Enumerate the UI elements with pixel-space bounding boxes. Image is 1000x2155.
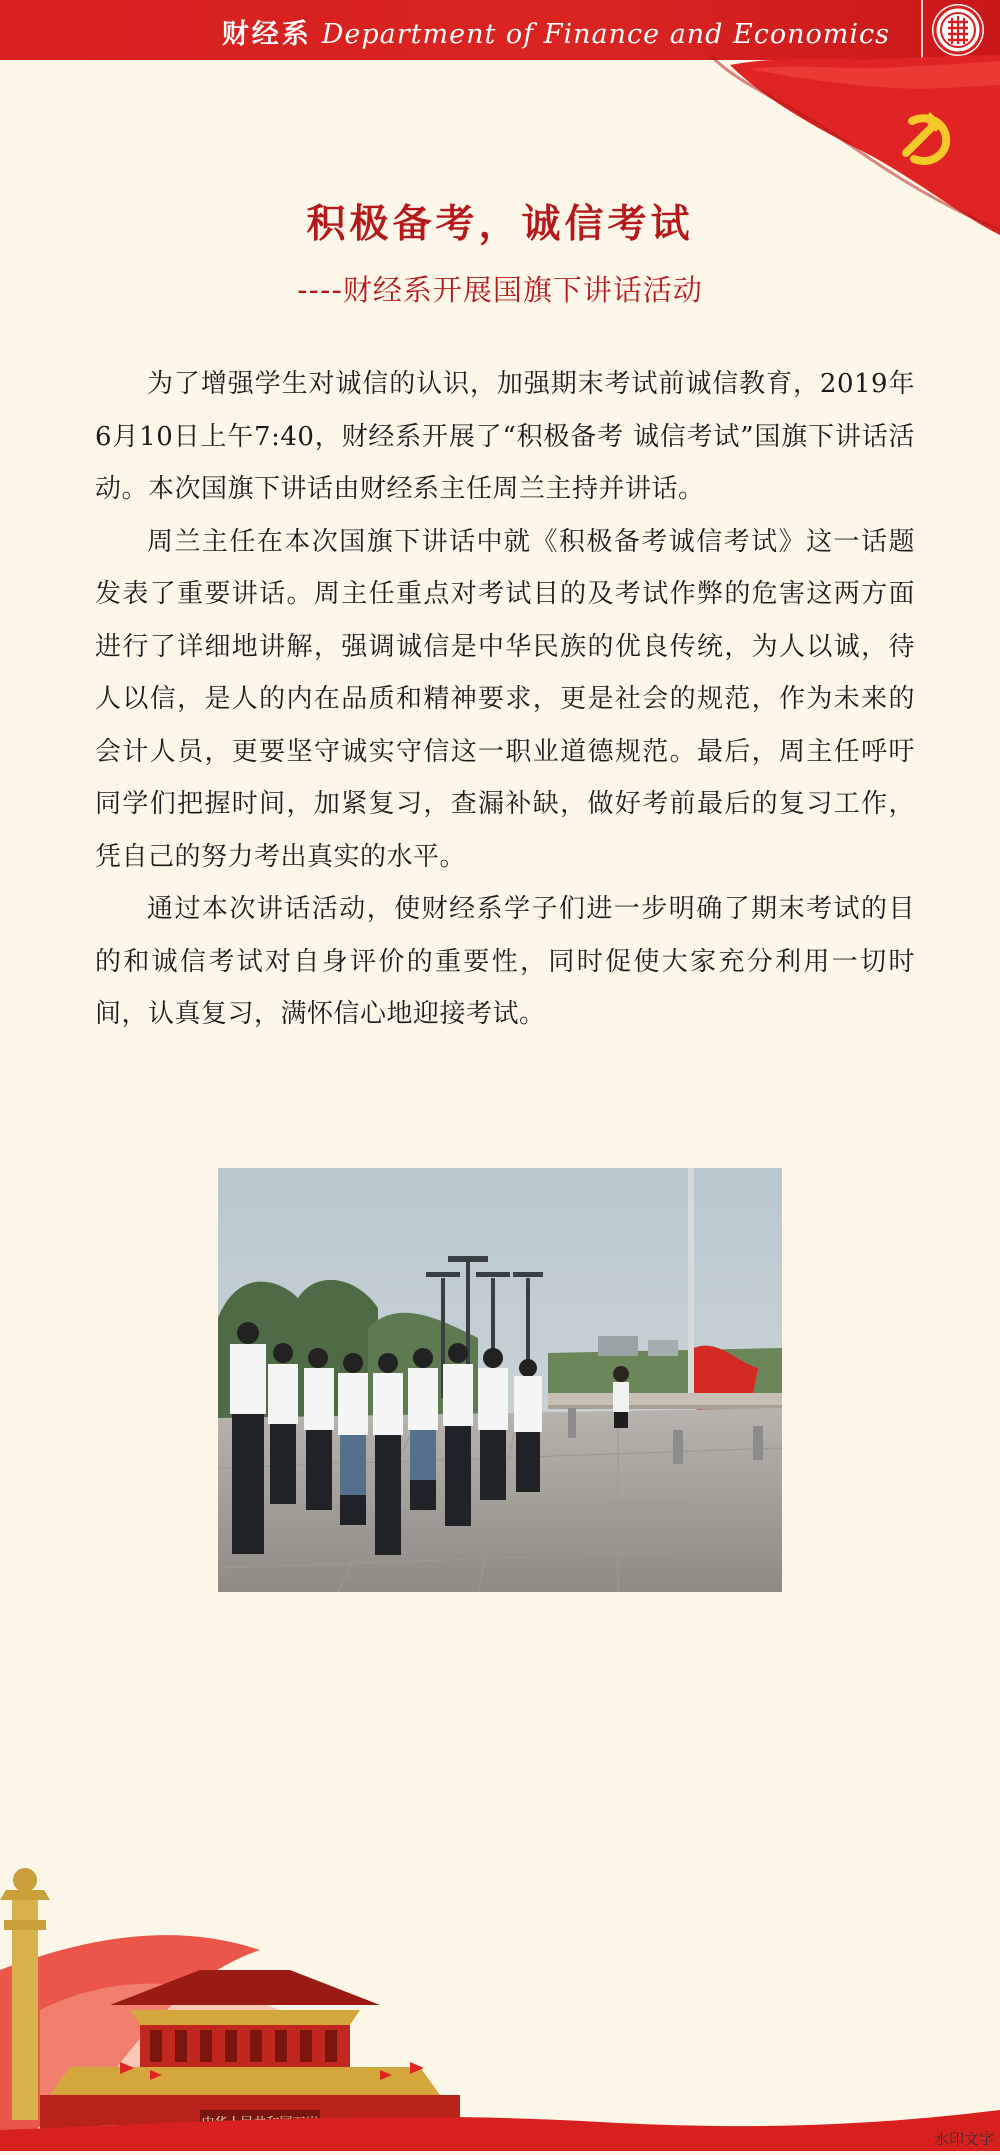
- paragraph: 周兰主任在本次国旗下讲话中就《积极备考诚信考试》这一话题发表了重要讲话。周主任重点对考试目的及考试作弊的危害这两方面进行了详细地讲解，强调诚信是中华民族的优良传统，为人以诚，待人以信，是人的内在品质和精神要求，更是社会的规范，作为未来的会计人员，更要坚守诚实守信这一职业道德规范。最后，周主任呼吁同学们把握时间，加紧复习，查漏补缺，做好考前最后的复习工作，凭自己的努力考出真实的水平。: [95, 526, 915, 872]
- department-logo-icon: [932, 4, 984, 56]
- header-bar: [0, 0, 1000, 60]
- department-name-en: Department of Finance and Economics: [321, 19, 890, 50]
- paragraph: 通过本次讲话活动，使财经系学子们进一步明确了期末考试的目的和诚信考试对自身评价的重要性，同时促使大家充分利用一切时间，认真复习，满怀信心地迎接考试。: [95, 894, 915, 1029]
- department-name: [222, 12, 890, 51]
- paragraph: 为了增强学生对诚信的认识，加强期末考试前诚信教育，2019年6月10日上午7:40，财经系开展了“积极备考 诚信考试”国旗下讲话活动。本次国旗下讲话由财经系主任周兰主持并讲话。: [95, 369, 915, 504]
- article-body: [95, 358, 915, 1041]
- header-divider: [921, 0, 923, 60]
- event-photo: [218, 1168, 782, 1592]
- department-name-cn: 财经系: [221, 19, 312, 50]
- article-subtitle: ----财经系开展国旗下讲话活动: [297, 273, 703, 307]
- article-title: 积极备考，诚信考试: [306, 202, 694, 247]
- watermark: 水印文字: [933, 2130, 994, 2148]
- tiananmen-decoration: [0, 1860, 1000, 2151]
